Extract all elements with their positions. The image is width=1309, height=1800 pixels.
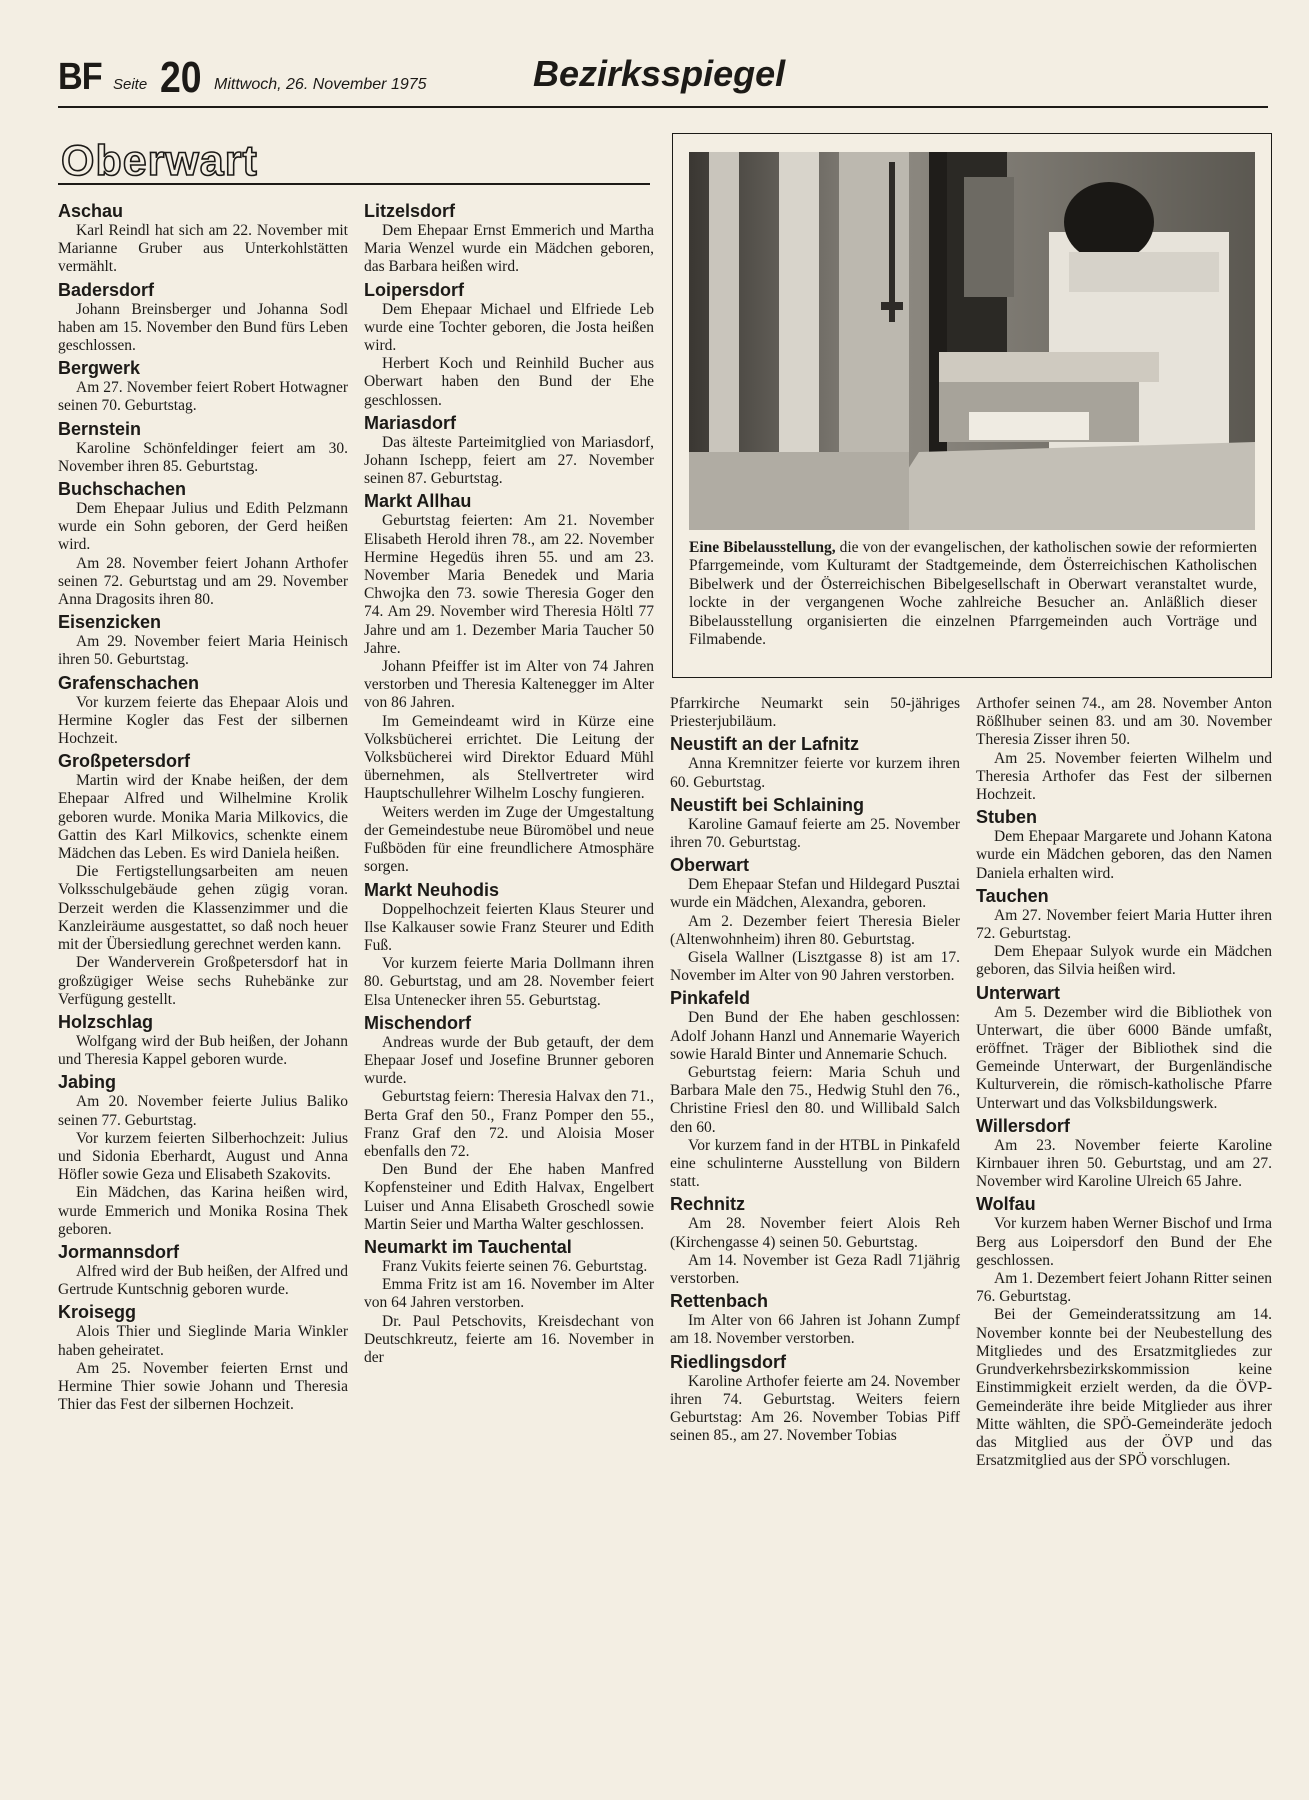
town-heading: Litzelsdorf [364, 201, 456, 221]
article-paragraph: Geburtstag feiern: Maria Schuh und Barbara Male den 75., Hedwig Stuhl den 76., Christine Friesl den 80. und Willibald Salch den 60. [670, 1064, 960, 1136]
town-heading: Tauchen [976, 885, 1049, 906]
town-heading: Loipersdorf [364, 279, 465, 300]
article-paragraph: Martin wird der Knabe heißen, der dem Ehepaar Alfred und Wilhelmine Krolik geboren wurde. Monika Maria Milkovics, die Gattin des Karl Milkovics, schenkte einem Mädchen das Leben. Es wird Daniela heißen. [58, 772, 348, 863]
town-heading: Neustift bei Schlaining [670, 794, 865, 815]
town-heading: Oberwart [670, 855, 750, 876]
article-paragraph: Karl Reindl hat sich am 22. November mit Marianne Gruber aus Unterkohlstätten vermählt. [58, 222, 348, 276]
article-paragraph: Am 5. Dezember wird die Bibliothek von Unterwart, die über 6000 Bände umfaßt, eröffnet. Träger der Bibliothek sind die Gemeinde Unterwart, der Burgenländische Kulturverein, die römisch-katholische Pfarre Unterwart und das Volksbildungswerk. [976, 1003, 1272, 1112]
town-heading: Holzschlag [58, 1011, 154, 1032]
article-paragraph: Den Bund der Ehe haben geschlossen: Adolf Johann Hanzl und Annemarie Wayerich sowie Harald Binter und Annemarie Schuch. [670, 1009, 960, 1063]
article-paragraph: Im Alter von 66 Jahren ist Johann Zumpf am 18. November verstorben. [670, 1312, 960, 1348]
town-heading: Riedlingsdorf [670, 1351, 786, 1372]
page-header [58, 48, 1268, 108]
town-heading: Buchschachen [58, 479, 187, 500]
article-paragraph: Dr. Paul Petschovits, Kreisdechant von Deutschkreutz, feierte am 16. November in der [364, 1312, 654, 1366]
article-paragraph: Johann Breinsberger und Johanna Sodl haben am 15. November den Bund fürs Leben geschlossen. [58, 300, 348, 355]
town-heading: Stuben [976, 807, 1037, 828]
town-heading: Pinkafeld [670, 988, 751, 1009]
article-paragraph: Am 28. November feiert Johann Arthofer seinen 72. Geburtstag und am 29. November Anna Dragosits ihren 80. [58, 554, 348, 609]
town-heading: Bergwerk [58, 358, 141, 379]
article-paragraph: Vor kurzem haben Werner Bischof und Irma Berg aus Loipersdorf den Bund der Ehe geschlossen. [976, 1215, 1272, 1269]
town-heading: Jormannsdorf [58, 1241, 180, 1262]
town-heading: Eisenzicken [58, 612, 162, 633]
column-3 [670, 695, 960, 1446]
town-heading: Unterwart [976, 982, 1061, 1003]
page-number: 20 [160, 53, 202, 102]
article-paragraph: Arthofer seinen 74., am 28. November Anton Rößlhuber seinen 83. und am 30. November Theresia Zisser ihren 50. [976, 695, 1272, 749]
article-paragraph: Der Wanderverein Großpetersdorf hat in großzügiger Weise sechs Ruhebänke zur Verfügung gestellt. [58, 954, 348, 1008]
article-paragraph: Am 27. November feiert Maria Hutter ihren 72. Geburtstag. [976, 906, 1272, 943]
article-paragraph: Vor kurzem feierte Maria Dollmann ihren 80. Geburtstag, und am 28. November feiert Elsa Untenecker ihren 55. Geburtstag. [364, 955, 654, 1009]
town-heading: Jabing [58, 1072, 117, 1093]
town-heading: Rechnitz [670, 1194, 746, 1215]
town-heading: Badersdorf [58, 279, 155, 300]
article-paragraph: Vor kurzem fand in der HTBL in Pinkafeld eine schulinterne Ausstellung von Bildern statt. [670, 1136, 960, 1191]
article-paragraph: Vor kurzem feierten Silberhochzeit: Julius und Sidonia Eberhardt, August und Anna Höfler sowie Geza und Elisabeth Szakovits. [58, 1129, 348, 1184]
article-paragraph: Andreas wurde der Bub getauft, der dem Ehepaar Josef und Josefine Brunner geboren wurde. [364, 1033, 654, 1088]
article-paragraph: Ein Mädchen, das Karina heißen wird, wurde Emmerich und Monika Rosina Thek geboren. [58, 1184, 348, 1238]
town-heading: Bernstein [58, 418, 142, 439]
article-paragraph: Dem Ehepaar Michael und Elfriede Leb wurde eine Tochter geboren, die Josta heißen wird. [364, 300, 654, 355]
article-paragraph: Vor kurzem feierte das Ehepaar Alois und Hermine Kogler das Fest der silbernen Hochzeit. [58, 693, 348, 748]
column-4 [976, 695, 1272, 1470]
article-paragraph: Im Gemeindeamt wird in Kürze eine Volksbücherei errichtet. Die Leitung der Volksbücherei wird Direktor Eduard Mühl übernehmen, als Stellvertreter wird Hauptschullehrer Wilhelm Loschy fungieren. [364, 712, 654, 803]
town-heading: Rettenbach [670, 1291, 769, 1312]
article-paragraph: Dem Ehepaar Stefan und Hildegard Pusztai wurde ein Mädchen, Alexandra, geboren. [670, 876, 960, 912]
photo-image [689, 152, 1255, 530]
town-heading: Willersdorf [976, 1115, 1070, 1136]
article-paragraph: Dem Ehepaar Margarete und Johann Katona wurde ein Mädchen geboren, das den Namen Daniela erhalten wird. [976, 828, 1272, 882]
town-heading: Mariasdorf [364, 412, 457, 433]
caption-text: die von der evangelischen, der katholischen sowie der reformierten Pfarrgemeinde, vom Kulturamt der Stadtgemeinde, dem Österreichischen Katholischen Bibelwerk und der Österreichischen Bibelgesellschaft in Oberwart veranstaltet wurde, lockte in der vergangenen Woche zahlreiche Besucher an. Anläßlich dieser Bibelausstellung organisierten die einzelnen Pfarrgemeinden auch Vorträge und Filmabende. [689, 539, 1257, 649]
issue-date: Mittwoch, 26. November 1975 [214, 76, 427, 93]
article-paragraph: Am 27. November feiert Robert Hotwagner seinen 70. Geburtstag. [58, 379, 348, 415]
town-heading: Grafenschachen [58, 672, 200, 693]
article-paragraph: Den Bund der Ehe haben Manfred Kopfensteiner und Edith Halvax, Engelbert Luiser und Anna Elisabeth Groschedl sowie Martin Seier und Martha Walter geschlossen. [364, 1161, 654, 1233]
article-paragraph: Doppelhochzeit feierten Klaus Steurer und Ilse Kalkauser sowie Franz Steurer und Edith Fuß. [364, 900, 654, 954]
article-paragraph: Am 25. November feierten Ernst und Hermine Thier sowie Johann und Theresia Thier das Fest der silbernen Hochzeit. [58, 1359, 348, 1414]
article-paragraph: Dem Ehepaar Sulyok wurde ein Mädchen geboren, das Silvia heißen wird. [976, 943, 1272, 979]
article-paragraph: Am 28. November feiert Alois Reh (Kirchengasse 4) seinen 50. Geburtstag. [670, 1215, 960, 1251]
article-paragraph: Wolfgang wird der Bub heißen, der Johann und Theresia Kappel geboren wurde. [58, 1032, 348, 1069]
town-heading: Wolfau [976, 1194, 1036, 1215]
town-heading: Markt Allhau [364, 491, 472, 512]
exhibition-photo [689, 152, 1255, 530]
column-2 [364, 198, 654, 1367]
article-paragraph: Am 29. November feiert Maria Heinisch ihren 50. Geburtstag. [58, 633, 348, 669]
town-heading: Neustift an der Lafnitz [670, 734, 860, 755]
article-paragraph: Emma Fritz ist am 16. November im Alter von 64 Jahren verstorben. [364, 1276, 654, 1312]
town-heading: Aschau [58, 201, 124, 221]
article-paragraph: Alois Thier und Sieglinde Maria Winkler haben geheiratet. [58, 1323, 348, 1359]
region-title: Oberwart [61, 137, 258, 185]
section-title: Bezirksspiegel [533, 53, 786, 94]
article-paragraph: Am 1. Dezembert feiert Johann Ritter seinen 76. Geburtstag. [976, 1270, 1272, 1306]
town-heading: Markt Neuhodis [364, 879, 500, 900]
article-paragraph: Dem Ehepaar Julius und Edith Pelzmann wurde ein Sohn geboren, der Gerd heißen wird. [58, 500, 348, 554]
region-divider [58, 183, 650, 185]
article-paragraph: Johann Pfeiffer ist im Alter von 74 Jahren verstorben und Theresia Kaltenegger im Alter von 86 Jahren. [364, 658, 654, 712]
article-paragraph: Alfred wird der Bub heißen, der Alfred und Gertrude Kuntschnig geboren wurde. [58, 1262, 348, 1299]
article-paragraph: Am 23. November feierte Karoline Kirnbauer ihren 50. Geburtstag, und am 27. November wird Karoline Ulreich 65 Jahre. [976, 1136, 1272, 1191]
article-paragraph: Am 2. Dezember feiert Theresia Bieler (Altenwohnheim) ihren 80. Geburtstag. [670, 912, 960, 948]
town-heading: Mischendorf [364, 1012, 472, 1033]
article-paragraph: Am 25. November feierten Wilhelm und Theresia Arthofer das Fest der silbernen Hochzeit. [976, 749, 1272, 804]
newspaper-logo: BF [58, 56, 102, 98]
article-paragraph: Bei der Gemeinderatssitzung am 14. November konnte bei der Neubestellung des Mitgliedes und des Ersatzmitgliedes zur Grundverkehrsbezirkskommission keine Einstimmigkeit erzielt werden, da die ÖVP-Gemeinderäte ihre beide Mitglieder aus ihrer Mitte wählten, die SPÖ-Gemeinderäte jedoch das Mitglied aus der ÖVP und das Ersatzmitglied aus der SPÖ vorschlugen. [976, 1306, 1272, 1470]
page-label: Seite [113, 76, 148, 93]
column-1 [58, 198, 348, 1414]
article-paragraph: Gisela Wallner (Lisztgasse 8) ist am 17. November im Alter von 90 Jahren verstorben. [670, 949, 960, 985]
article-paragraph: Am 14. November ist Geza Radl 71jährig verstorben. [670, 1251, 960, 1288]
caption-lead: Eine Bibelausstellung, [689, 539, 836, 556]
article-paragraph: Weiters werden im Zuge der Umgestaltung der Gemeindestube neue Büromöbel und neue Fußböden für eine freundlichere Atmosphäre sorgen. [364, 803, 654, 876]
town-heading: Neumarkt im Tauchental [364, 1236, 572, 1257]
article-paragraph: Geburtstag feiern: Theresia Halvax den 71., Berta Graf den 50., Franz Pomper den 55., Franz Graf den 72. und Aloisia Moser ebenfalls den 72. [364, 1088, 654, 1160]
article-paragraph: Dem Ehepaar Ernst Emmerich und Martha Maria Wenzel wurde ein Mädchen geboren, das Barbara heißen wird. [364, 222, 654, 276]
article-paragraph: Das älteste Parteimitglied von Mariasdorf, Johann Ischepp, feiert am 27. November seinen 87. Geburtstag. [364, 433, 654, 488]
town-heading: Großpetersdorf [58, 751, 191, 772]
article-paragraph: Pfarrkirche Neumarkt sein 50-jähriges Priesterjubiläum. [670, 695, 960, 731]
article-paragraph: Franz Vukits feierte seinen 76. Geburtstag. [382, 1257, 648, 1275]
photo-caption [689, 539, 1257, 649]
article-paragraph: Anna Kremnitzer feierte vor kurzem ihren 60. Geburtstag. [670, 755, 960, 791]
photo-box [672, 133, 1272, 678]
article-paragraph: Karoline Schönfeldinger feiert am 30. November ihren 85. Geburtstag. [58, 439, 348, 475]
article-paragraph: Geburtstag feierten: Am 21. November Elisabeth Herold ihren 78., am 22. November Hermine Hegedüs ihren 55. und am 23. November Maria Benedek und Maria Chwojka den 73. sowie Theresia Goger den 74. Am 29. November wird Theresia Höltl 77 Jahre und am 1. Dezember Maria Taucher 50 Jahre. [364, 512, 654, 657]
article-paragraph: Herbert Koch und Reinhild Bucher aus Oberwart haben den Bund der Ehe geschlossen. [364, 355, 654, 409]
article-paragraph: Karoline Gamauf feierte am 25. November ihren 70. Geburtstag. [670, 815, 960, 852]
article-paragraph: Am 20. November feierte Julius Baliko seinen 77. Geburtstag. [58, 1093, 348, 1129]
article-paragraph: Die Fertigstellungsarbeiten am neuen Volksschulgebäude gehen zügig voran. Derzeit werden die Klassenzimmer und die Kanzleiräume ausgestattet, so daß noch heuer mit der Übersiedlung gerechnet werden kann. [58, 863, 348, 954]
article-paragraph: Karoline Arthofer feierte am 24. November ihren 74. Geburtstag. Weiters feiern Geburtstag: Am 26. November Tobias Piff seinen 85., am 27. November Tobias [670, 1372, 960, 1445]
town-heading: Kroisegg [58, 1302, 137, 1323]
